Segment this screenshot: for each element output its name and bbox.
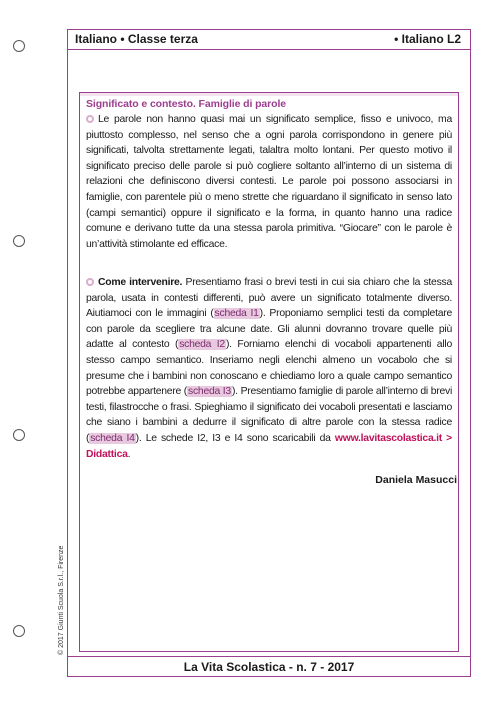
paragraph-how-to: [86, 275, 452, 462]
binder-hole: [13, 40, 25, 52]
header-topic: • Italiano L2: [394, 32, 461, 46]
download-link[interactable]: www.lavitascolastica.it > Didattica: [86, 432, 453, 460]
page-header: [67, 29, 471, 50]
paragraph-intro: [86, 112, 452, 252]
paragraph-intro-text: Le parole non hanno quasi mai un significato semplice, fisso e univoco, ma piuttosto complesso, nel senso che a ogni parola corrispondono in genere più significati, talvolta strettamente legati, talaltra molto lontani. Per questo motivo il significato preciso delle parole si può cogliere soltanto all’interno di un sistema di relazioni che definiscono diversi contesti. Le parole poi possono associarsi in famiglie, con parentele più o meno strette che riguardano il significato in senso lato (campi semantici) oppure il significato e la forma, in quanto hanno una radice comune e derivano tutte da una stessa parola primitiva. “Giocare” con le parole è un’attività stimolante ed efficace.: [86, 114, 452, 250]
binder-hole: [13, 235, 25, 247]
bullet-icon: [86, 115, 94, 123]
copyright-notice: © 2017 Giunti Scuola S.r.l., Firenze: [58, 545, 65, 655]
paragraph-text: ). Le schede I2, I3 e I4 sono scaricabili da: [135, 432, 335, 444]
paragraph-text: ). Presentiamo famiglie di parole all’interno di brevi testi, filastrocche o frasi. Spieghiamo il significato dei vocaboli presentati e lasciamo che siano i bambini a dedurre il significato di altre parole con la stessa radice (: [86, 386, 453, 444]
paragraph-lead: Come intervenire.: [98, 277, 183, 288]
worksheet-tag: scheda I4: [90, 432, 135, 444]
binder-hole: [13, 429, 25, 441]
worksheet-tag: scheda I2: [179, 339, 225, 351]
binder-hole: [13, 625, 25, 637]
paragraph-text: Presentiamo frasi o brevi testi in cui sia chiaro che la stessa parola, usata in contesti differenti, può avere un significato totalmente diverso. Aiutiamoci con le immagini (: [86, 277, 452, 320]
paragraph-text: ). Proponiamo semplici testi da completare con parole da scegliere tra alcune date. Gli alunni dovranno trovare quelle più adatte al contesto (: [86, 308, 452, 351]
bullet-icon: [86, 278, 94, 286]
page-footer: La Vita Scolastica - n. 7 - 2017: [67, 656, 471, 677]
paragraph-text: .: [127, 448, 131, 460]
author-name: Daniela Masucci: [375, 474, 457, 486]
worksheet-tag: scheda I1: [214, 308, 259, 320]
section-title: Significato e contesto. Famiglie di parole: [86, 98, 287, 110]
header-subject: Italiano • Classe terza: [75, 32, 198, 46]
worksheet-tag: scheda I3: [188, 386, 231, 398]
paragraph-text: ). Forniamo elenchi di vocaboli appartenenti allo stesso campo semantico. Inseriamo negli elenchi almeno un vocabolo che si presume che i bambini non conoscano e chiediamo loro a quale campo semantico potrebbe appartenere (: [86, 339, 452, 398]
